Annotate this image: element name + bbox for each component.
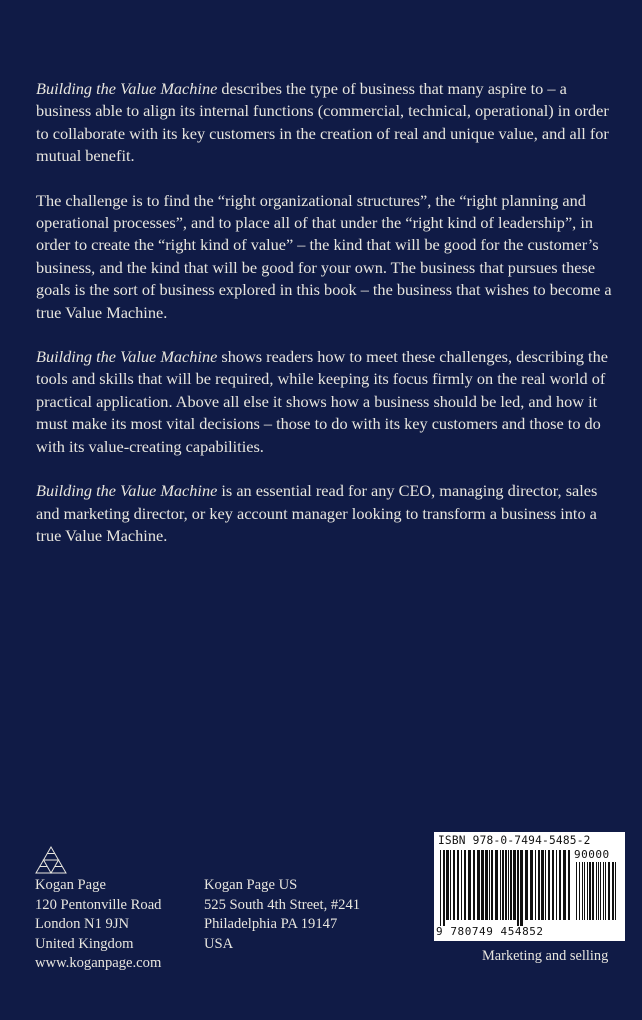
barcode-bar xyxy=(576,862,577,920)
barcode-bar xyxy=(440,850,441,926)
paragraph-text: The challenge is to find the “right organizational structures”, the “right planning and operational processes”, and to place all of that under the “right kind of leadership”, in order to create the “right kind of value” – the kind that will be good for the customer’s business, and the kind that will be good for your own. The business that pursues these goals is the sort of business explored in this book – the business that wishes to become a true Value Machine. xyxy=(36,190,612,322)
ean-digits: 9 780749 454852 xyxy=(436,925,544,938)
barcode-bar xyxy=(587,862,588,920)
address-line: London N1 9JN xyxy=(35,916,130,932)
isbn-label: ISBN 978-0-7494-5485-2 xyxy=(438,834,591,847)
barcode-bar xyxy=(612,862,614,920)
isbn-barcode xyxy=(434,832,625,941)
barcode-bar xyxy=(468,850,471,920)
address-line: USA xyxy=(204,935,234,952)
barcode-bar xyxy=(563,850,566,920)
barcode-bar xyxy=(489,850,490,920)
barcode-bar xyxy=(495,850,498,920)
barcode-bar xyxy=(530,850,533,920)
barcode-bar xyxy=(510,850,512,920)
barcode-bar xyxy=(491,850,493,920)
barcode-bar xyxy=(500,850,501,920)
barcode-bar xyxy=(615,862,616,920)
barcode-bar xyxy=(513,850,516,920)
barcode-bar xyxy=(541,850,544,920)
publisher-name: Kogan Page xyxy=(35,877,106,893)
paragraph-text: describes the type of business that many aspire to – a business able to align its internal functions (commercial, technical, operational) in order to collaborate with its key customers in the creation of real and unique value, and all for mutual benefit. xyxy=(36,79,609,166)
blurb-paragraph-1 xyxy=(36,78,616,168)
barcode-bar xyxy=(481,850,484,920)
publisher-website: www.koganpage.com xyxy=(35,955,162,971)
barcode-bar xyxy=(502,850,504,920)
barcode-bar xyxy=(473,850,475,920)
barcode-bar xyxy=(508,850,509,920)
blurb-paragraph-3 xyxy=(36,346,616,458)
barcode-bar xyxy=(548,850,550,920)
barcode-bar xyxy=(603,862,604,920)
barcode-bar xyxy=(552,850,554,920)
book-title: Building the Value Machine xyxy=(36,481,218,501)
barcode-bar xyxy=(556,850,557,920)
barcode-bar xyxy=(453,850,455,920)
barcode-bar xyxy=(600,862,601,920)
publisher-address-us xyxy=(204,876,360,954)
barcode-bar xyxy=(457,850,459,920)
barcode-bar xyxy=(589,862,591,920)
barcode-bar xyxy=(582,862,583,920)
barcode-bar xyxy=(477,850,480,920)
category-label: Marketing and selling xyxy=(482,948,609,964)
ean-bars xyxy=(440,850,572,926)
publisher-address-uk xyxy=(35,876,161,974)
blurb-paragraph-2 xyxy=(36,190,616,324)
barcode-bar xyxy=(584,862,585,920)
blurb-paragraph-4 xyxy=(36,480,616,547)
barcode-bar xyxy=(505,850,507,920)
barcode-bar xyxy=(525,850,528,920)
barcode-bar xyxy=(450,850,451,920)
barcode-bar xyxy=(517,850,519,926)
publisher-logo-icon xyxy=(35,846,67,874)
addon-digits: 90000 xyxy=(574,848,610,861)
barcode-bar xyxy=(461,850,462,920)
barcode-bar xyxy=(596,862,597,920)
barcode-bar xyxy=(592,862,594,920)
barcode-bar xyxy=(559,850,561,920)
address-line: 525 South 4th Street, #241 xyxy=(204,896,361,913)
barcode-bar xyxy=(545,850,546,920)
address-line: Philadelphia PA 19147 xyxy=(204,916,338,932)
barcode-bar xyxy=(535,850,536,920)
barcode-bar xyxy=(568,850,570,920)
paragraph-text: is an essential read for any CEO, managing director, sales and marketing director, or key account manager looking to transform a business into a true Value Machine. xyxy=(36,481,598,545)
barcode-bar xyxy=(608,862,610,920)
addon-bars xyxy=(576,862,620,926)
blurb xyxy=(36,78,616,569)
barcode-bar xyxy=(520,850,523,926)
paragraph-text: shows readers how to meet these challenges, describing the tools and skills that will be required, while keeping its focus firmly on the real world of practical application. Above all else it shows how a business should be led, and how it must make its most vital decisions – those to do with its key customers and those to do with its value-creating capabilities. xyxy=(36,347,608,456)
barcode-bar xyxy=(598,862,599,920)
barcode-bar xyxy=(443,850,445,926)
barcode-bar xyxy=(579,862,580,920)
barcode-bar xyxy=(485,850,488,920)
book-title: Building the Value Machine xyxy=(36,347,218,367)
publisher-name: Kogan Page US xyxy=(204,877,298,893)
barcode-bar xyxy=(538,850,540,920)
address-line: 120 Pentonville Road xyxy=(35,896,162,913)
address-line: United Kingdom xyxy=(35,935,134,952)
book-title: Building the Value Machine xyxy=(36,79,218,98)
barcode-bar xyxy=(605,862,606,920)
barcode-bar xyxy=(446,850,449,920)
barcode-bar xyxy=(464,850,466,920)
